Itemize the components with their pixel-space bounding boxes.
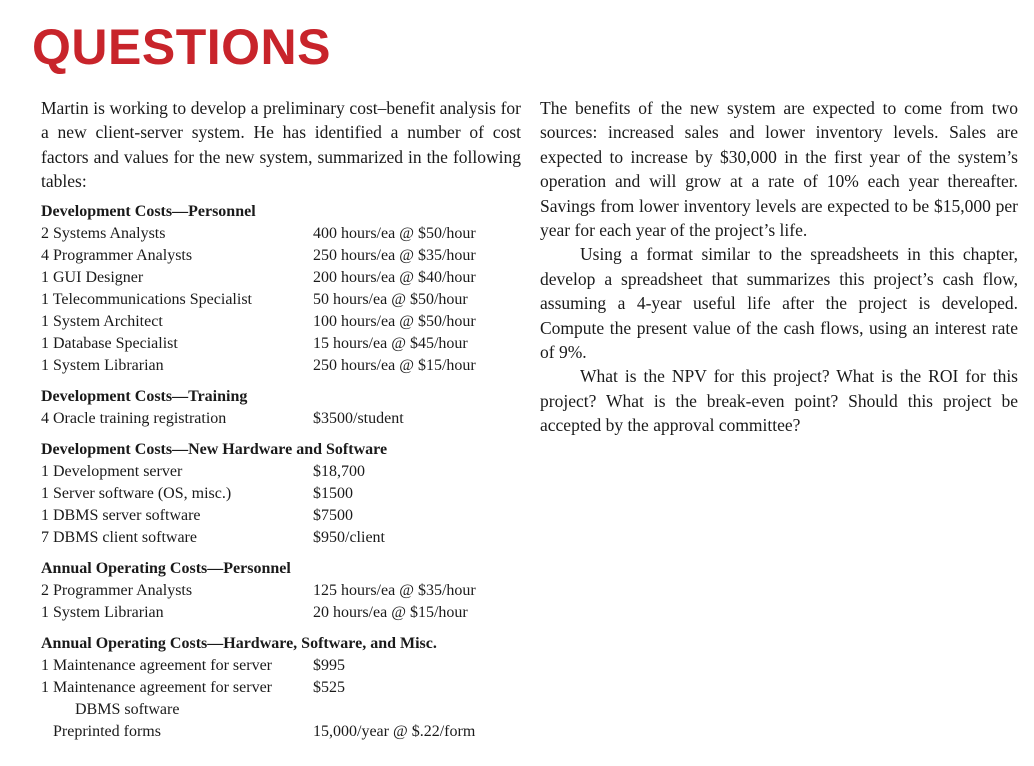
row-cost: 100 hours/ea @ $50/hour [313, 312, 476, 330]
table-row [41, 333, 521, 355]
section-title: Development Costs—Training [41, 387, 248, 405]
row-item: 1 System Librarian [41, 356, 164, 374]
row-item: 7 DBMS client software [41, 528, 197, 546]
section-dev-personnel [41, 201, 521, 377]
row-item: 1 System Librarian [41, 603, 164, 621]
row-cost: $18,700 [313, 462, 365, 480]
row-cost: $7500 [313, 506, 353, 524]
row-item: 1 Maintenance agreement for server [41, 678, 272, 696]
table-row [41, 223, 521, 245]
row-cost: 200 hours/ea @ $40/hour [313, 268, 476, 286]
row-item: 1 GUI Designer [41, 268, 144, 286]
row-cost: $995 [313, 656, 345, 674]
table-row [41, 602, 521, 624]
row-item: 1 System Architect [41, 312, 163, 330]
table-row [41, 505, 521, 527]
row-item: 4 Oracle training registration [41, 409, 227, 427]
table-row [41, 721, 521, 743]
benefits-paragraph: The benefits of the new system are expected to come from two sources: increased sales and lower inventory levels. Sales are expected to increase by $30,000 in the first year of the system’s operation and will grow at a rate of 10% each year thereafter. Savings from lower inventory levels are expected to be $15,000 per year for each year of the project’s life. [540, 98, 1018, 241]
section-title: Annual Operating Costs—Hardware, Software, and Misc. [41, 634, 437, 652]
page-title: QUESTIONS [32, 19, 331, 75]
row-item: 1 Development server [41, 462, 183, 480]
row-item: 1 Maintenance agreement for server [41, 656, 272, 674]
row-item: DBMS software [75, 700, 180, 718]
right-column [540, 96, 1018, 438]
row-cost: 20 hours/ea @ $15/hour [313, 603, 468, 621]
row-cost: 250 hours/ea @ $15/hour [313, 356, 476, 374]
row-item: 1 Server software (OS, misc.) [41, 484, 232, 502]
row-item: 1 Database Specialist [41, 334, 178, 352]
left-column [41, 96, 521, 743]
section-dev-training [41, 386, 521, 430]
table-row [41, 655, 521, 677]
table-row [41, 483, 521, 505]
section-annual-hardware-software [41, 633, 521, 743]
row-cost: $525 [313, 678, 345, 696]
table-row [41, 580, 521, 602]
row-cost: 400 hours/ea @ $50/hour [313, 224, 476, 242]
row-cost: 250 hours/ea @ $35/hour [313, 246, 476, 264]
table-row [41, 527, 521, 549]
row-cost: 125 hours/ea @ $35/hour [313, 581, 476, 599]
row-item: 1 Telecommunications Specialist [41, 290, 252, 308]
row-item: 2 Programmer Analysts [41, 581, 193, 599]
intro-paragraph: Martin is working to develop a preliminary cost–benefit analysis for a new client-server system. He has identified a number of cost factors and values for the new system, summarized in the following tables: [41, 98, 521, 192]
table-row [41, 461, 521, 483]
row-cost: $1500 [313, 484, 353, 502]
row-cost: 15 hours/ea @ $45/hour [313, 334, 468, 352]
table-row [41, 677, 521, 699]
section-dev-hardware-software [41, 439, 521, 549]
table-row [41, 408, 521, 430]
table-row [41, 699, 521, 721]
table-row [41, 355, 521, 377]
row-cost: 15,000/year @ $.22/form [313, 722, 476, 740]
table-row [41, 245, 521, 267]
questions-paragraph: What is the NPV for this project? What is the ROI for this project? What is the break-even point? Should this project be accepted by the approval committee? [540, 366, 1018, 436]
table-row [41, 289, 521, 311]
section-title: Development Costs—Personnel [41, 202, 256, 220]
section-annual-personnel [41, 558, 521, 624]
table-row [41, 311, 521, 333]
spreadsheet-paragraph: Using a format similar to the spreadsheets in this chapter, develop a spreadsheet that summarizes this project’s cash flow, assuming a 4-year useful life after the project is developed. Compute the present value of the cash flows, using an interest rate of 9%. [540, 244, 1018, 363]
section-title: Development Costs—New Hardware and Software [41, 440, 388, 458]
row-item: 2 Systems Analysts [41, 224, 166, 242]
row-cost: $950/client [313, 528, 385, 546]
row-item: 1 DBMS server software [41, 506, 201, 524]
row-cost: 50 hours/ea @ $50/hour [313, 290, 468, 308]
section-title: Annual Operating Costs—Personnel [41, 559, 291, 577]
table-row [41, 267, 521, 289]
row-item: 4 Programmer Analysts [41, 246, 193, 264]
row-cost: $3500/student [313, 409, 404, 427]
row-item: Preprinted forms [53, 722, 161, 740]
